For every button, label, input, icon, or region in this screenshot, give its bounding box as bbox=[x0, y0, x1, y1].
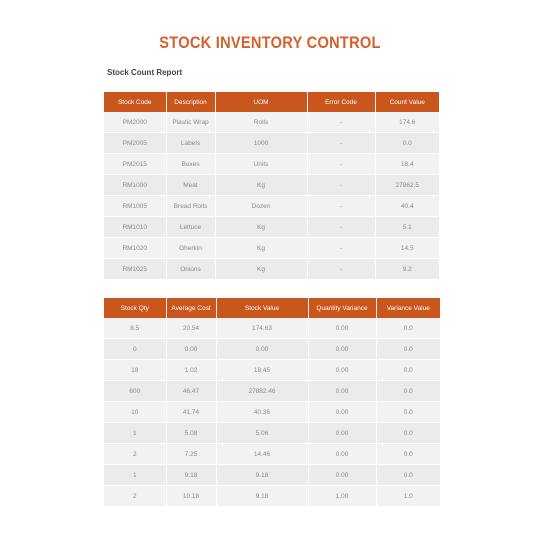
table-cell: Gherkin bbox=[166, 238, 215, 259]
table-row bbox=[104, 154, 439, 175]
table-cell: RM1010 bbox=[104, 217, 166, 238]
table-cell: 174.63 bbox=[216, 318, 308, 339]
table-cell: 0.00 bbox=[308, 444, 376, 465]
table-cell: 0.00 bbox=[166, 339, 216, 360]
table-cell: 0.0 bbox=[376, 444, 440, 465]
table-cell: 40.36 bbox=[216, 402, 308, 423]
table-row bbox=[104, 112, 439, 133]
column-header-error-code: Error Code bbox=[307, 92, 375, 112]
table-cell: 8.5 bbox=[104, 318, 166, 339]
column-header-stock-code: Stock Code bbox=[104, 92, 166, 112]
table-cell: Plastic Wrap bbox=[166, 112, 215, 133]
table-cell: - bbox=[307, 238, 375, 259]
column-header-description: Description bbox=[166, 92, 215, 112]
column-header-quantity-variance: Quantity Variance bbox=[308, 298, 376, 318]
table-cell: 0.0 bbox=[375, 133, 439, 154]
table-cell: 1 bbox=[104, 465, 166, 486]
column-header-stock-qty: Stock Qty bbox=[104, 298, 166, 318]
column-header-uom: UOM bbox=[215, 92, 307, 112]
table-cell: PM2000 bbox=[104, 112, 166, 133]
table-cell: 7.25 bbox=[166, 444, 216, 465]
table-cell: Meat bbox=[166, 175, 215, 196]
column-header-average-cost: Average Cost bbox=[166, 298, 216, 318]
table-cell: 18.4 bbox=[375, 154, 439, 175]
table-cell: PM2005 bbox=[104, 133, 166, 154]
table-cell: 0.0 bbox=[376, 465, 440, 486]
table-cell: 0.00 bbox=[308, 339, 376, 360]
table-cell: 0.0 bbox=[376, 339, 440, 360]
table-row bbox=[104, 217, 439, 238]
table-cell: 14.5 bbox=[375, 238, 439, 259]
table-cell: 1.02 bbox=[166, 360, 216, 381]
report-subtitle: Stock Count Report bbox=[107, 68, 183, 77]
table-cell: 20.54 bbox=[166, 318, 216, 339]
table-row bbox=[104, 444, 440, 465]
table-cell: 174.6 bbox=[375, 112, 439, 133]
table-cell: Onions bbox=[166, 259, 215, 280]
table-cell: 0 bbox=[104, 339, 166, 360]
table-cell: - bbox=[307, 217, 375, 238]
stock-valuation-table bbox=[104, 298, 440, 507]
table-cell: Kg bbox=[215, 175, 307, 196]
table-row bbox=[104, 486, 440, 507]
table-row bbox=[104, 238, 439, 259]
table-cell: 27882.46 bbox=[216, 381, 308, 402]
column-header-variance-value: Variance Value bbox=[376, 298, 440, 318]
page-title: STOCK INVENTORY CONTROL bbox=[159, 33, 381, 52]
table-row bbox=[104, 402, 440, 423]
table-row bbox=[104, 133, 439, 154]
table-row bbox=[104, 196, 439, 217]
table-header-row bbox=[104, 298, 440, 318]
table-cell: 1.0 bbox=[376, 486, 440, 507]
table-cell: Labels bbox=[166, 133, 215, 154]
table-cell: - bbox=[307, 133, 375, 154]
table-cell: 0.0 bbox=[376, 423, 440, 444]
table-row bbox=[104, 318, 440, 339]
table-cell: 9.2 bbox=[375, 259, 439, 280]
table-cell: Kg bbox=[215, 259, 307, 280]
table-cell: 2 bbox=[104, 444, 166, 465]
stock-count-table bbox=[104, 92, 439, 280]
column-header-count-value: Count Value bbox=[375, 92, 439, 112]
table-cell: Boxes bbox=[166, 154, 215, 175]
table-cell: 10 bbox=[104, 402, 166, 423]
table-cell: - bbox=[307, 112, 375, 133]
table-cell: 9.18 bbox=[216, 486, 308, 507]
table-cell: 5.1 bbox=[375, 217, 439, 238]
table-cell: 0.0 bbox=[376, 402, 440, 423]
table-cell: 46.47 bbox=[166, 381, 216, 402]
table-cell: 0.00 bbox=[308, 318, 376, 339]
table-cell: 18.45 bbox=[216, 360, 308, 381]
table-cell: 9.18 bbox=[216, 465, 308, 486]
table-cell: Bread Rolls bbox=[166, 196, 215, 217]
table-cell: 14.46 bbox=[216, 444, 308, 465]
table-cell: - bbox=[307, 175, 375, 196]
table-cell: Units bbox=[215, 154, 307, 175]
table-cell: Rolls bbox=[215, 112, 307, 133]
table-row bbox=[104, 259, 439, 280]
table-cell: 1 bbox=[104, 423, 166, 444]
table-cell: 600 bbox=[104, 381, 166, 402]
table-cell: Kg bbox=[215, 238, 307, 259]
table-cell: 0.0 bbox=[376, 381, 440, 402]
column-header-stock-value: Stock Value bbox=[216, 298, 308, 318]
table-row bbox=[104, 360, 440, 381]
table-row bbox=[104, 423, 440, 444]
table-cell: 18 bbox=[104, 360, 166, 381]
table-cell: 0.00 bbox=[308, 423, 376, 444]
table-cell: 5.06 bbox=[216, 423, 308, 444]
table-cell: 1000 bbox=[215, 133, 307, 154]
table-cell: RM1025 bbox=[104, 259, 166, 280]
table-cell: 10.18 bbox=[166, 486, 216, 507]
table-cell: PM2015 bbox=[104, 154, 166, 175]
table-cell: 1.00 bbox=[308, 486, 376, 507]
table-cell: - bbox=[307, 154, 375, 175]
table-cell: Lettuce bbox=[166, 217, 215, 238]
table-cell: 0.00 bbox=[308, 402, 376, 423]
table-cell: 0.00 bbox=[216, 339, 308, 360]
table-cell: 40.4 bbox=[375, 196, 439, 217]
table-cell: 0.0 bbox=[376, 360, 440, 381]
table-cell: 27862.5 bbox=[375, 175, 439, 196]
table-row bbox=[104, 175, 439, 196]
table-cell: 5.08 bbox=[166, 423, 216, 444]
table-cell: RM1000 bbox=[104, 175, 166, 196]
table-header-row bbox=[104, 92, 439, 112]
table-row bbox=[104, 381, 440, 402]
table-cell: 0.0 bbox=[376, 318, 440, 339]
table-cell: 41.74 bbox=[166, 402, 216, 423]
table-cell: RM1005 bbox=[104, 196, 166, 217]
table-cell: 9.18 bbox=[166, 465, 216, 486]
table-cell: 0.00 bbox=[308, 381, 376, 402]
table-cell: Kg bbox=[215, 217, 307, 238]
table-cell: RM1020 bbox=[104, 238, 166, 259]
table-row bbox=[104, 465, 440, 486]
table-cell: 0.00 bbox=[308, 465, 376, 486]
table-cell: 0.00 bbox=[308, 360, 376, 381]
table-cell: 2 bbox=[104, 486, 166, 507]
table-row bbox=[104, 339, 440, 360]
table-cell: Dozen bbox=[215, 196, 307, 217]
table-cell: - bbox=[307, 196, 375, 217]
table-cell: - bbox=[307, 259, 375, 280]
